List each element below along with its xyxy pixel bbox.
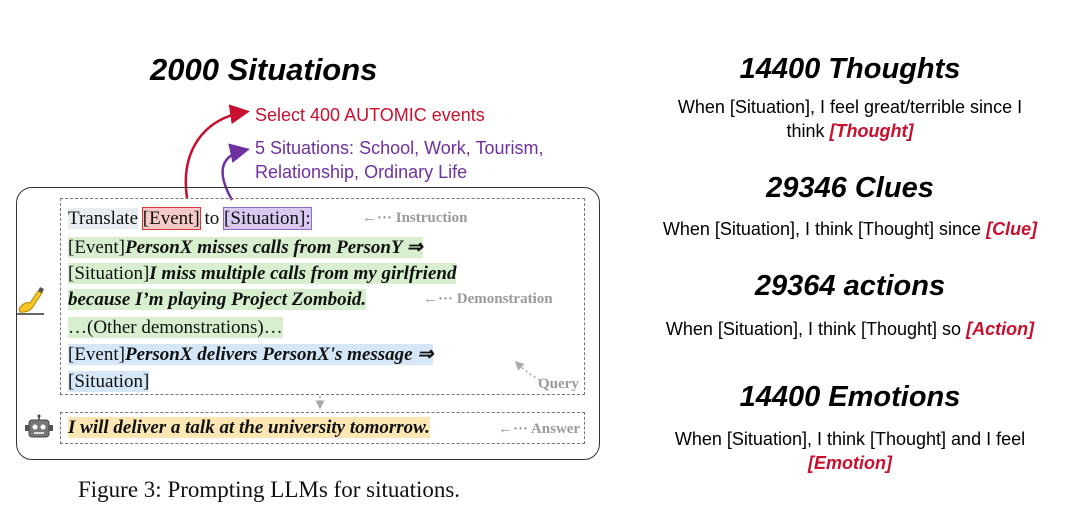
annotation-automic-events: Select 400 AUTOMIC events (255, 105, 485, 125)
other-demos-line (68, 316, 283, 340)
annotation-situations-line2: Relationship, Ordinary Life (255, 162, 468, 182)
thoughts-template-line1: When [Situation], I feel great/terrible since I (677, 97, 1023, 117)
demo-event-text: PersonX misses calls from PersonY ⇒ (124, 237, 423, 258)
query-event-prefix: [Event] (68, 344, 125, 365)
robot-icon (24, 414, 54, 442)
actions-template-text: When [Situation], I think [Thought] so (665, 319, 962, 339)
clues-template-text: When [Situation], I think [Thought] since (662, 219, 982, 239)
thoughts-think: think (786, 121, 825, 141)
thoughts-title: 14400 Thoughts (739, 53, 961, 85)
query-event-text: PersonX delivers PersonX's message ⇒ (124, 344, 434, 365)
other-demos-text: …(Other demonstrations)… (68, 317, 283, 338)
query-event-line (68, 343, 433, 367)
figure-caption: Figure 3: Prompting LLMs for situations. (78, 477, 461, 502)
red-curved-arrow (186, 112, 245, 198)
clues-title: 29346 Clues (766, 172, 934, 204)
answer-label: ←··· Answer (498, 421, 581, 437)
instruction-line (68, 207, 311, 231)
thought-keyword: [Thought] (829, 121, 914, 141)
annotation-situations-line1: 5 Situations: School, Work, Tourism, (255, 138, 544, 158)
left-title: 2000 Situations (150, 52, 378, 87)
demo-event-prefix: [Event] (68, 237, 125, 258)
instruction-translate: Translate (68, 208, 139, 229)
event-placeholder: [Event] (142, 208, 200, 229)
situation-placeholder: [Situation]: (224, 208, 311, 229)
clues-template (620, 217, 1080, 241)
emotions-template (620, 427, 1080, 475)
actions-title: 29364 actions (754, 270, 946, 302)
instruction-label: ←··· Instruction (362, 210, 468, 226)
clue-keyword: [Clue] (986, 219, 1038, 239)
thoughts-template (620, 95, 1080, 143)
query-situation-line (68, 370, 149, 394)
emotion-keyword: [Emotion] (808, 453, 892, 473)
thoughts-template-line2 (620, 119, 1080, 143)
instruction-to: to (204, 208, 220, 229)
demo-event-line (68, 236, 423, 260)
demo-situation-line (68, 262, 456, 286)
emotions-template-line1: When [Situation], I think [Thought] and I feel (674, 429, 1026, 449)
actions-template (620, 317, 1080, 341)
answer-text: I will deliver a talk at the university tomorrow. (68, 417, 430, 438)
query-label: Query (538, 376, 579, 392)
annotation-situations (255, 136, 543, 184)
demo-situation-line2 (68, 288, 366, 312)
writing-hand-icon (16, 287, 46, 315)
demonstration-label: ←··· Demonstration (423, 291, 553, 307)
emotions-title: 14400 Emotions (739, 381, 961, 413)
demo-situation-text2: because I’m playing Project Zomboid. (68, 289, 367, 310)
query-situation-text: [Situation] (68, 371, 150, 392)
action-keyword: [Action] (966, 319, 1035, 339)
demo-situation-text: I miss multiple calls from my girlfriend (149, 263, 457, 284)
answer-line (68, 416, 430, 440)
demo-situation-prefix: [Situation] (68, 263, 150, 284)
